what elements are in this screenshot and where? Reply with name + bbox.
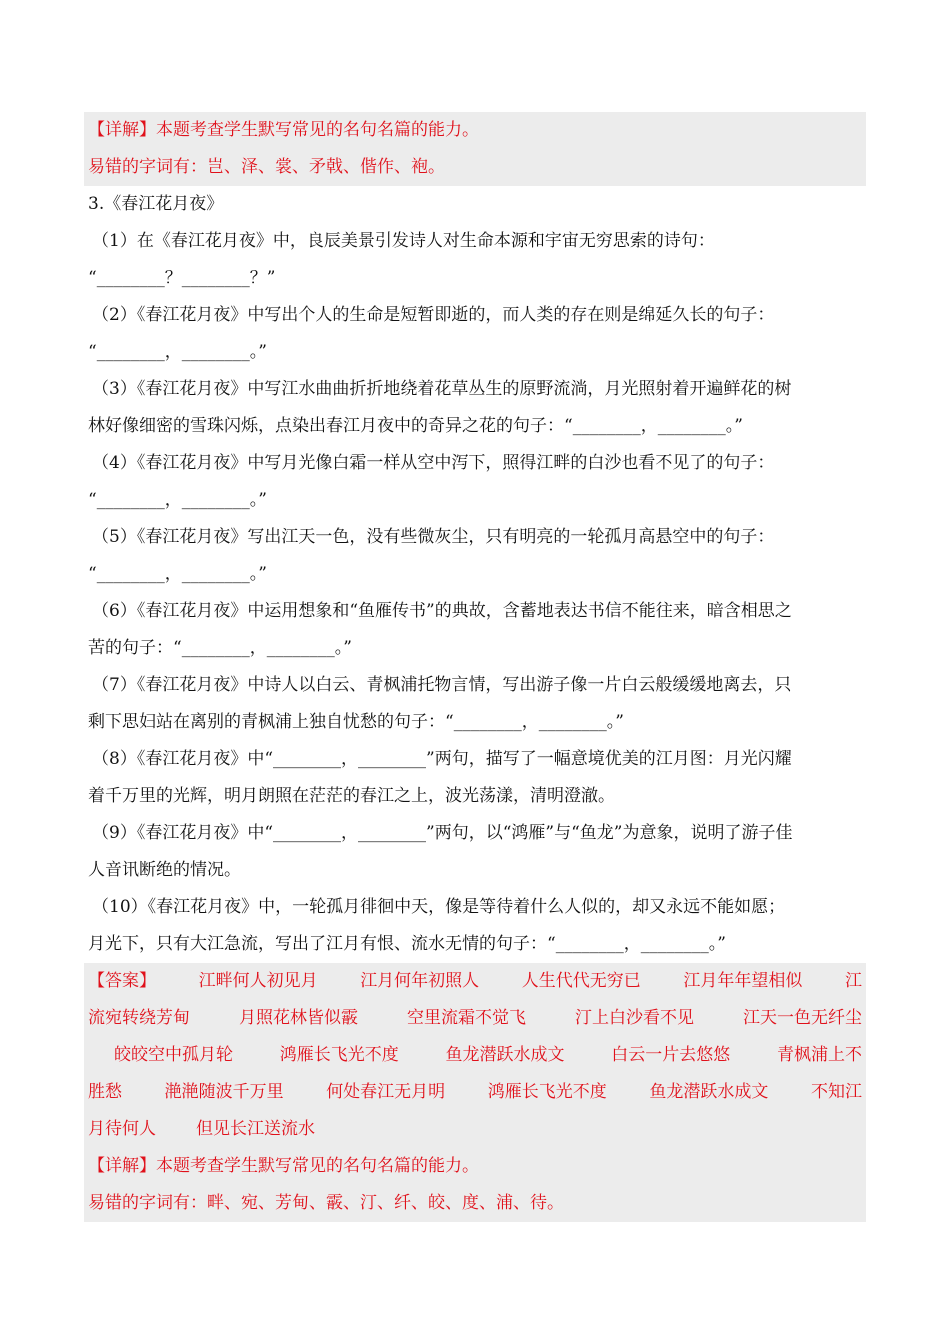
- question-line: 苦的句子：“________，________。”: [88, 638, 352, 658]
- answer-explain-block: [84, 963, 866, 1222]
- answer-item: 月照花林皆似霰: [239, 1008, 358, 1028]
- answer-item: 青枫浦上不: [777, 1045, 862, 1065]
- question-line: “________，________。”: [88, 564, 267, 584]
- answer-item: 鸿雁长飞光不度: [487, 1082, 607, 1102]
- question-line: （2）《春江花月夜》中写出个人的生命是短暂即逝的，而人类的存在则是绵延久长的句子：: [92, 305, 775, 325]
- answer-item: 滟滟随波千万里: [164, 1082, 284, 1102]
- answer-item: 人生代代无穷已: [521, 971, 641, 991]
- answer-item: 流宛转绕芳甸: [88, 1008, 190, 1028]
- answer-item: 鱼龙潜跃水成文: [445, 1045, 565, 1065]
- question-line: （3）《春江花月夜》中写江水曲曲折折地绕着花草丛生的原野流淌，月光照射着开遍鲜花的树: [92, 379, 792, 399]
- section-title: 3.《春江花月夜》: [88, 194, 224, 214]
- question-line: “________，________。”: [88, 342, 267, 362]
- question-line: “________？________？”: [88, 268, 276, 288]
- question-line: “________，________。”: [88, 490, 267, 510]
- question-line: （5）《春江花月夜》写出江天一色，没有些微灰尘，只有明亮的一轮孤月高悬空中的句子：: [92, 527, 775, 547]
- answer-item: 胜愁: [88, 1082, 122, 1102]
- answer-label: 【答案】: [88, 971, 156, 991]
- answer-item: 江月何年初照人: [360, 971, 480, 991]
- top-explain-line-2: 易错的字词有：岂、泽、裳、矛戟、偕作、袍。: [88, 157, 445, 177]
- answer-item: 江畔何人初见月: [198, 971, 318, 991]
- question-line: 剩下思妇站在离别的青枫浦上独自忧愁的句子：“________，________。”: [88, 712, 624, 732]
- answer-line: [88, 1000, 866, 1037]
- answer-item: 但见长江送流水: [196, 1119, 315, 1139]
- question-line: （1）在《春江花月夜》中，良辰美景引发诗人对生命本源和宇宙无穷思索的诗句：: [92, 231, 715, 251]
- bottom-explain-line-1: 【详解】本题考查学生默写常见的名句名篇的能力。: [88, 1156, 479, 1176]
- answer-line: [88, 1074, 866, 1111]
- answer-item: 江天一色无纤尘: [743, 1008, 862, 1028]
- question-line: （7）《春江花月夜》中诗人以白云、青枫浦托物言情，写出游子像一片白云般缓缓地离去，只: [92, 675, 792, 695]
- answer-block: [88, 963, 866, 1148]
- document-page: [84, 112, 866, 1222]
- top-explain-block: [84, 112, 866, 186]
- question-line: （8）《春江花月夜》中“________，________”两句，描写了一幅意境优美的江月图：月光闪耀: [92, 749, 792, 769]
- top-explain-line-1: 【详解】本题考查学生默写常见的名句名篇的能力。: [88, 120, 479, 140]
- answer-item: 皎皎空中孤月轮: [114, 1045, 233, 1065]
- answer-item: 鱼龙潜跃水成文: [649, 1082, 769, 1102]
- answer-item: 汀上白沙看不见: [575, 1008, 694, 1028]
- answer-line: [88, 1111, 866, 1148]
- question-line: （6）《春江花月夜》中运用想象和“鱼雁传书”的典故，含蓄地表达书信不能往来，暗含相思之: [92, 601, 792, 621]
- answer-line: [88, 1037, 866, 1074]
- question-line: 月光下，只有大江急流，写出了江月有恨、流水无情的句子：“________，________。”: [88, 934, 726, 954]
- bottom-explain-line-2: 易错的字词有：畔、宛、芳甸、霰、汀、纤、皎、度、浦、待。: [88, 1193, 564, 1213]
- question-line: 林好像细密的雪珠闪烁，点染出春江月夜中的奇异之花的句子：“________，________。”: [88, 416, 743, 436]
- answer-item: 白云一片去悠悠: [611, 1045, 731, 1065]
- answer-line: [88, 963, 866, 1000]
- answer-item: 江: [844, 971, 862, 991]
- question-block: [84, 186, 866, 963]
- answer-item: 空里流霜不觉飞: [407, 1008, 526, 1028]
- question-line: 人音讯断绝的情况。: [88, 860, 241, 880]
- question-line: （9）《春江花月夜》中“________，________”两句，以“鸿雁”与“鱼龙”为意象，说明了游子佳: [92, 823, 793, 843]
- question-line: 着千万里的光辉，明月朗照在茫茫的春江之上，波光荡漾，清明澄澈。: [88, 786, 615, 806]
- answer-item: 江月年年望相似: [683, 971, 803, 991]
- question-line: （10）《春江花月夜》中，一轮孤月徘徊中天，像是等待着什么人似的，却又永远不能如愿；: [92, 897, 786, 917]
- question-line: （4）《春江花月夜》中写月光像白霜一样从空中泻下，照得江畔的白沙也看不见了的句子：: [92, 453, 775, 473]
- answer-item: 不知江: [810, 1082, 862, 1102]
- answer-item: 鸿雁长飞光不度: [279, 1045, 399, 1065]
- answer-item: 月待何人: [88, 1119, 156, 1139]
- answer-item: 何处春江无月明: [326, 1082, 446, 1102]
